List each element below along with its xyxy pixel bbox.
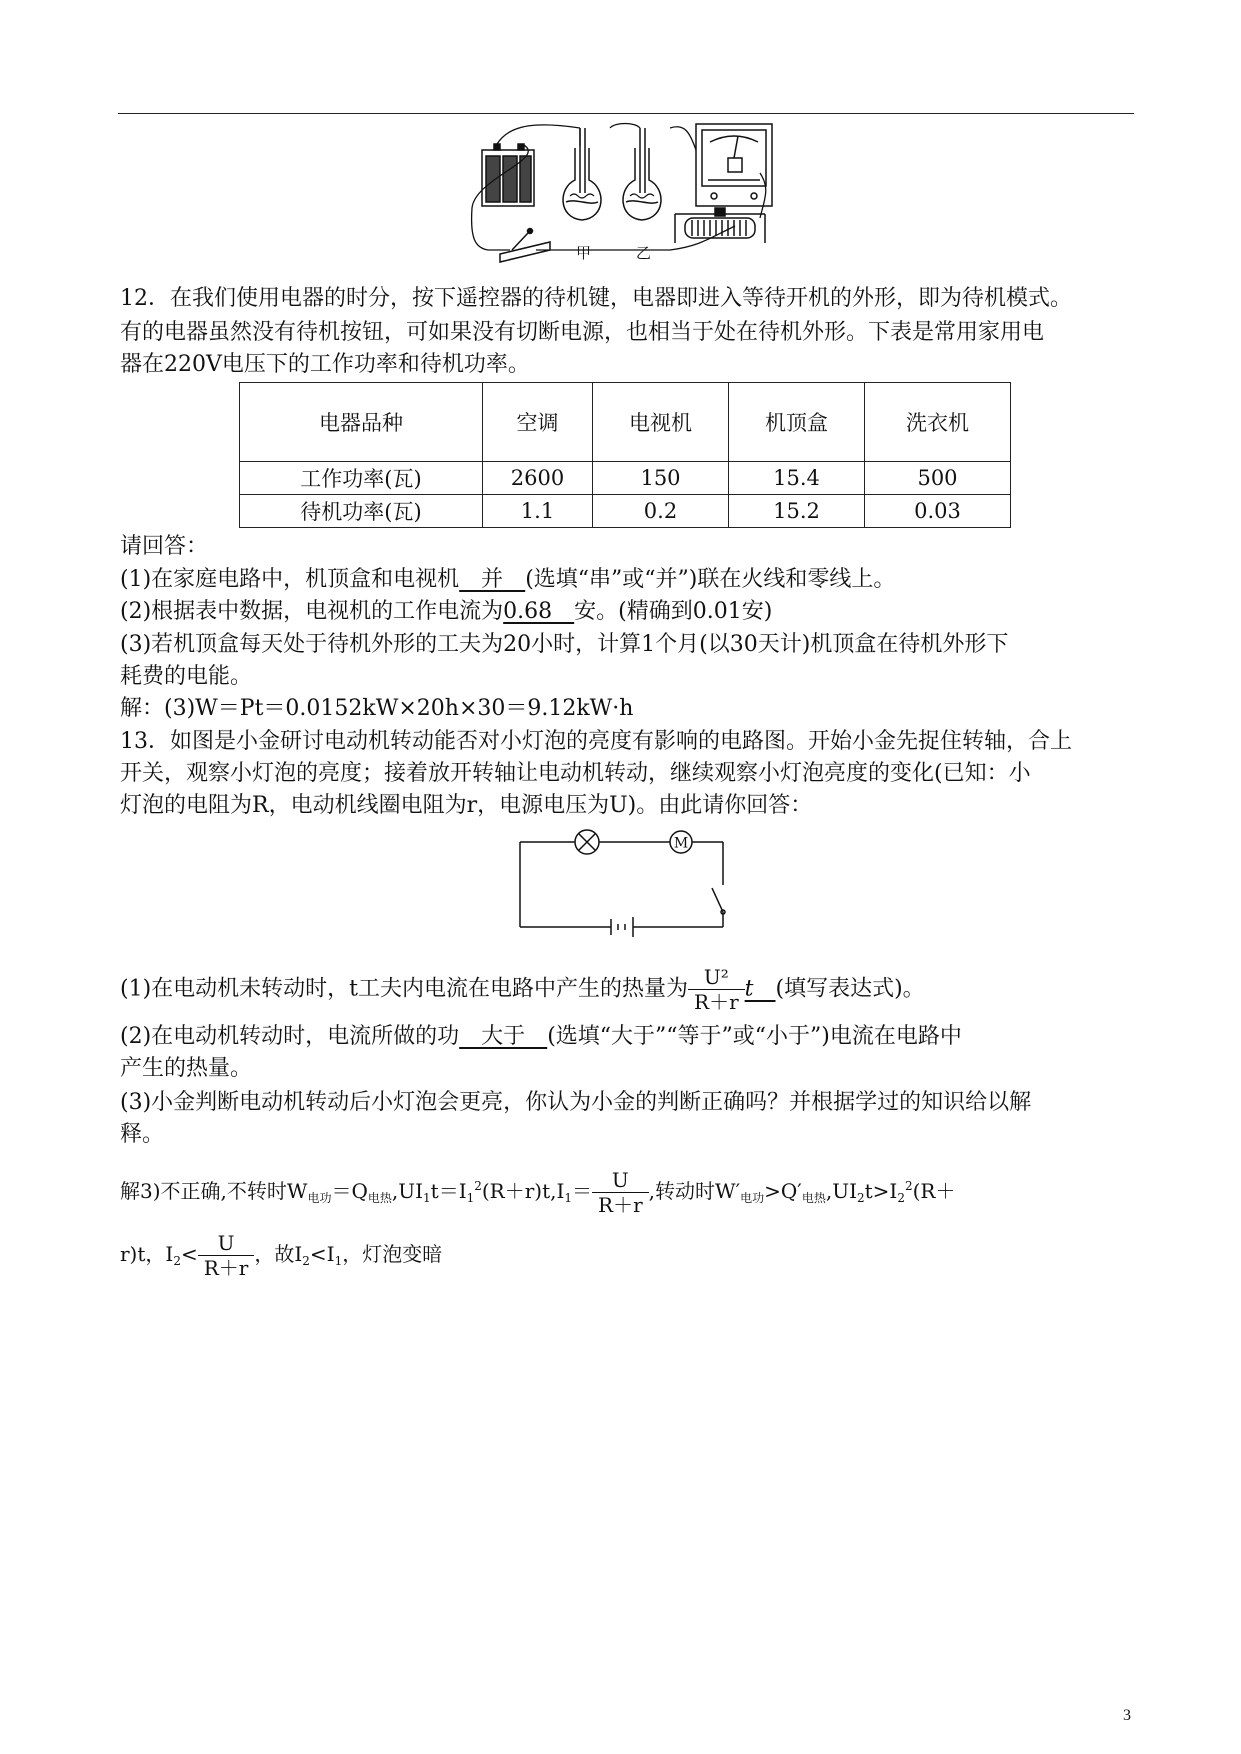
table-cell: 15.4: [729, 462, 865, 495]
motor-label: M: [673, 835, 689, 852]
q12-part-2: (2)根据表中数据，电视机的工作电流为0.68 安。(精确到0.01安): [120, 599, 773, 624]
table-cell: 15.2: [729, 495, 865, 528]
flask-jia-icon: [563, 128, 601, 220]
cell-icon: [611, 917, 633, 937]
table-row: [240, 495, 1011, 528]
q13-part-2: (2)在电动机转动时，电流所做的功 大于 (选填“大于”“等于”或“小于”)电流在电路中: [120, 1024, 962, 1049]
table-row: [240, 462, 1011, 495]
heat-fraction: $\frac{\text{U²}}{R+r}$: [688, 965, 745, 1014]
table-cell: 0.03: [865, 495, 1011, 528]
q13-part-3-line-1: (3)小金判断电动机转动后小灯泡会更亮，你认为小金的判断正确吗？并根据学过的知识给以解: [120, 1090, 1032, 1115]
table-cell: 待机功率(瓦): [240, 495, 483, 528]
q12-line-2: 有的电器虽然没有待机按钮，可如果没有切断电源，也相当于处在待机外形。下表是常用家用电: [120, 320, 1045, 345]
meter-icon: [696, 124, 772, 206]
table-header-cell: 机顶盒: [729, 383, 865, 462]
table-header-row: [240, 383, 1011, 462]
circuit-diagram: [515, 825, 735, 940]
table-header-cell: 空调: [483, 383, 593, 462]
joule-experiment-figure: [470, 118, 780, 268]
page-number: 3: [1123, 1707, 1131, 1724]
q12-part-1: (1)在家庭电路中，机顶盒和电视机 并 (选填“串”或“并”)联在火线和零线上。: [120, 567, 896, 592]
table-cell: 500: [865, 462, 1011, 495]
q13-line-1: 13．如图是小金研讨电动机转动能否对小灯泡的亮度有影响的电路图。开始小金先捉住转轴，合上: [120, 729, 1072, 754]
q13-part-1: (1)在电动机未转动时，t工夫内电流在电路中产生的热量为 $\frac{\text{U²}}{R+r}$ t (填写表达式)。: [120, 965, 925, 1014]
q13-solution-line-2: r)t，$I_2<$ $\frac{U}{R+r}$ ，故$I_2<I_1$，灯泡变暗: [120, 1231, 443, 1280]
table-header-cell: 电视机: [593, 383, 729, 462]
table-cell: 150: [593, 462, 729, 495]
table-cell: 工作功率(瓦): [240, 462, 483, 495]
table-header-cell: 洗衣机: [865, 383, 1011, 462]
answer-blank: 大于: [459, 1024, 548, 1049]
label-jia: 甲: [576, 244, 592, 262]
header-rule: [118, 113, 1134, 114]
table-cell: 2600: [483, 462, 593, 495]
answer-blank: t: [744, 976, 754, 1002]
table-header-cell: 电器品种: [240, 383, 483, 462]
q13-line-3: 灯泡的电阻为R，电动机线圈电阻为r，电源电压为U)。由此请你回答：: [120, 793, 813, 818]
q12-part-3-line-2: 耗费的电能。: [120, 664, 253, 689]
current-fraction: $\frac{U}{R+r}$: [198, 1231, 255, 1280]
table-cell: 1.1: [483, 495, 593, 528]
switch-icon: [712, 888, 725, 914]
q12-line-3: 器在220V电压下的工作功率和待机功率。: [120, 352, 530, 377]
table-cell: 0.2: [593, 495, 729, 528]
lamp-icon: [575, 830, 599, 854]
current-fraction: $\frac{U}{R+r}$: [592, 1168, 649, 1217]
knife-switch-icon: [500, 229, 550, 263]
q13-solution-line-1: 解3)不正确,不转时$W_{电功}=Q_{电热},UI_1t=I_1^2(R+r)t,I_1=$ $\frac{U}{R+r}$ ,转动时$W'_{电功}>Q'_{电热},UI_2t>I_2^2(R+$: [120, 1168, 956, 1217]
flask-yi-icon: [623, 128, 661, 220]
q13-part-3-line-2: 释。: [120, 1122, 165, 1147]
rheostat-icon: [675, 208, 765, 243]
label-yi: 乙: [636, 244, 652, 262]
q12-part-3-line-1: (3)若机顶盒每天处于待机外形的工夫为20小时，计算1个月(以30天计)机顶盒在待机外形下: [120, 632, 1009, 657]
q13-part-2-line-2: 产生的热量。: [120, 1056, 253, 1081]
answer-blank: 0.68: [503, 599, 575, 624]
q12-prompt: 请回答：: [120, 534, 209, 559]
answer-blank: 并: [459, 567, 526, 592]
q13-line-2: 开关，观察小灯泡的亮度；接着放开转轴让电动机转动，继续观察小灯泡亮度的变化(已知：小: [120, 761, 1031, 786]
battery-icon: [482, 144, 534, 206]
power-table: [239, 382, 1011, 528]
q12-line-1: 12．在我们使用电器的时分，按下遥控器的待机键，电器即进入等待开机的外形，即为待机模式。: [120, 286, 1072, 311]
q12-solution: 解：(3)W＝Pt＝0.0152kW×20h×30＝9.12kW·h: [120, 696, 634, 721]
